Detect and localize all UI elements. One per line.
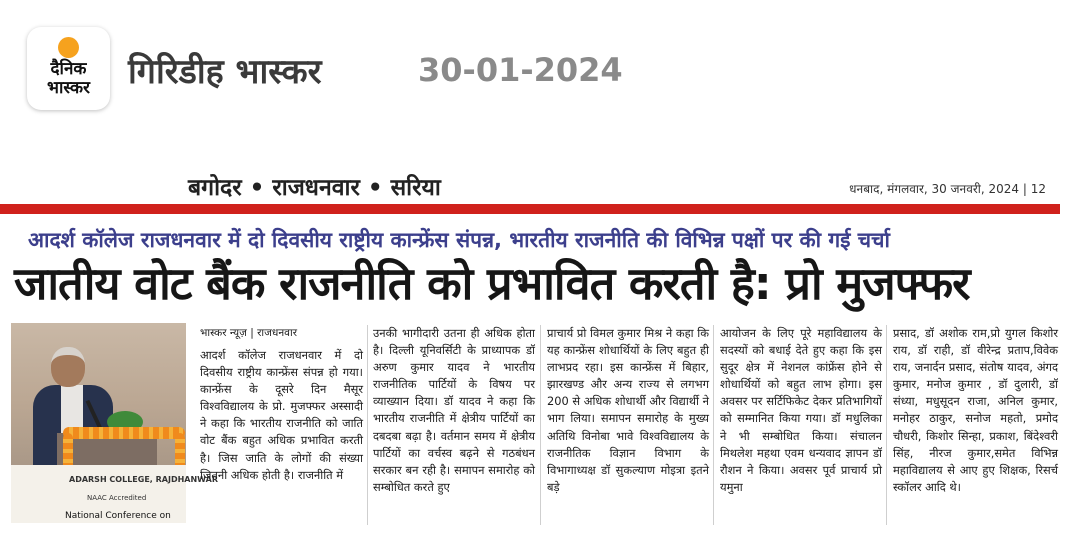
article-photo: [11, 323, 218, 523]
photo-garland: [63, 427, 185, 439]
photo-banner-naac: NAAC Accredited: [87, 494, 147, 502]
photo-speaker-head: [51, 347, 85, 387]
red-divider-bar: [0, 204, 1060, 214]
article-column-5: [893, 325, 1058, 496]
dainik-bhaskar-logo[interactable]: [27, 27, 110, 110]
column-divider: [540, 325, 541, 525]
article-column-3: [547, 325, 709, 496]
article-column-4: [720, 325, 882, 496]
logo-text-line2: भास्कर: [47, 78, 90, 98]
photo-banner-conference: National Conference on: [65, 511, 171, 521]
newspaper-page: [0, 160, 1086, 541]
article-column-2: [373, 325, 535, 496]
app-header: [0, 0, 1086, 140]
article-column-1: [200, 347, 363, 484]
section-title: बगोदर • राजधनवार • सरिया: [188, 175, 441, 201]
page-meta: धनबाद, मंगलवार, 30 जनवरी, 2024 | 12: [849, 182, 1046, 196]
article-subheadline: आदर्श कॉलेज राजधनवार में दो दिवसीय राष्ट्रीय कान्फ्रेंस संपन्न, भारतीय राजनीति की विभिन्न पक्षों पर की गई चर्चा: [28, 228, 890, 252]
logo-text-line1: दैनिक: [50, 59, 87, 79]
article-headline: जातीय वोट बैंक राजनीति को प्रभावित करती है: प्रो मुजफ्फर: [14, 257, 970, 310]
column-text: उनकी भागीदारी उतना ही अधिक होता है। दिल्ली यूनिवर्सिटी के प्राध्यापक डॉ अरुण कुमार यादव ने भारतीय राजनीतिक पार्टियों के विषय पर व्याख्यान दिया। डॉ यादव ने कहा कि भारतीय राजनीति में क्षेत्रीय पार्टियों का दबदबा बढ़ा है। वर्तमान समय में क्षेत्रीय पार्टियों का वर्चस्व बढ़ने से गठबंधन सरकार बन रही है। समापन समारोह को सम्बोधित करते हुए: [373, 326, 535, 494]
edition-date: 30-01-2024: [418, 51, 623, 89]
column-text: प्रसाद, डॉ अशोक राम,प्रो युगल किशोर राय, डॉ राही, डॉ वीरेन्द्र प्रताप,विवेक राय, जनार्दन प्रसाद, संतोष यादव, अंगद कुमार, मनोज कुमार , डॉ दुलारी, डॉ संध्या, मधुसूदन राजा, अनिल कुमार, मनोहर ठाकुर, सनोज महतो, प्रमोद चौधरी, किशोर सिन्हा, प्रकाश, बिंदेश्वरी सिंह, नीरज कुमार,समेत विभिन्न महाविद्यालय से आए हुए शिक्षक, रिसर्च स्कॉलर आदि थे।: [893, 326, 1058, 494]
column-divider: [367, 325, 368, 525]
column-divider: [886, 325, 887, 525]
photo-banner-college: ADARSH COLLEGE, RAJDHANWAR: [69, 475, 218, 484]
sun-icon: [58, 37, 79, 58]
column-text: आदर्श कॉलेज राजधनवार में दो दिवसीय राष्ट्रीय कान्फ्रेंस संपन्न हो गया। कान्फ्रेंस के दूसरे दिन मैसूर विश्वविद्यालय के प्रो. मुजफ्फर अस्सादी ने कहा कि भारतीय राजनीति को जाति वोट बैंक बहुत अधिक प्रभावित करती है। जिस जाति के लोगों की संख्या जितनी अधिक होती है। राजनीति में: [200, 348, 363, 482]
edition-title: गिरिडीह भास्कर: [128, 52, 322, 92]
column-text: आयोजन के लिए पूरे महाविद्यालय के सदस्यों को बधाई देते हुए कहा कि इस सुदूर क्षेत्र में नेशनल कांफ्रेंस होने से शोधार्थियों को बहुत लाभ होगा। इस अवसर पर सर्टिफिकेट देकर प्रतिभागियों को सम्मानित किया गया। डॉ मधुलिका ने भी सम्बोधित किया। संचालन मिथलेश महथा एवम धन्यवाद ज्ञापन डॉ रौशन ने किया। अवसर पूर्व प्राचार्य प्रो यमुना: [720, 326, 882, 494]
column-divider: [713, 325, 714, 525]
column-text: प्राचार्य प्रो विमल कुमार मिश्र ने कहा कि यह कान्फ्रेंस शोधार्थियों के लिए बहुत ही लाभप्रद रहा। इस कान्फ्रेंस में बिहार, झारखण्ड और अन्य राज्य से लगभग 200 से अधिक शोधार्थी और विद्यार्थी ने भाग लिया। समापन समारोह के मुख्य अतिथि विनोबा भावे विश्वविद्यालय के राजनीतिक विज्ञान विभाग के विभागाध्यक्ष डॉ सुकल्याण मोइत्रा इतने बड़े: [547, 326, 709, 494]
byline: भास्कर न्यूज़ | राजधनवार: [200, 327, 298, 339]
